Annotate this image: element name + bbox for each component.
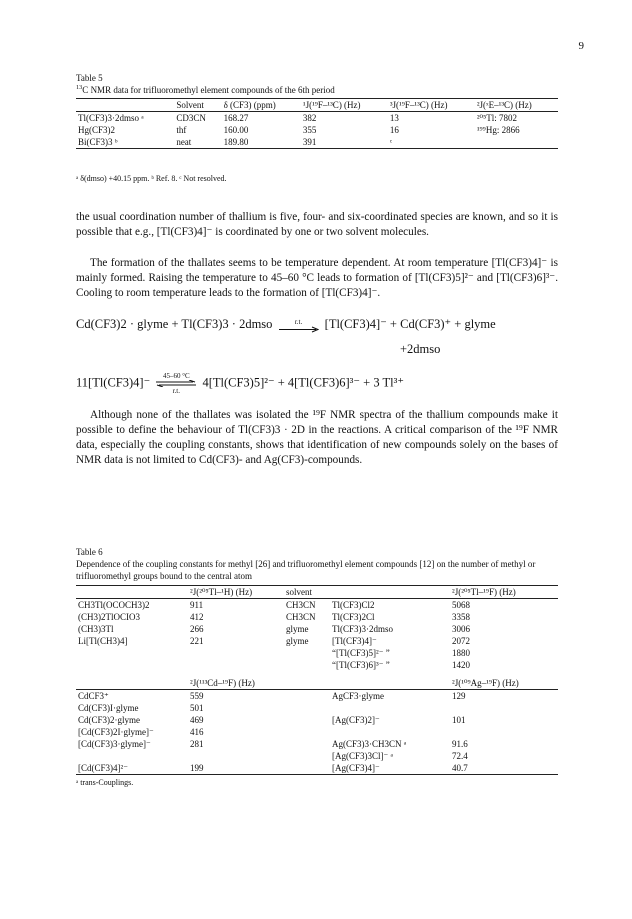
table6-cell-empty bbox=[284, 750, 330, 762]
table6-header-2 bbox=[76, 671, 558, 690]
table6-cell-b bbox=[188, 647, 284, 659]
table6-cell-b: 266 bbox=[190, 624, 204, 634]
table6-cell-e: 129 bbox=[450, 690, 558, 703]
table6-cell-empty bbox=[284, 690, 330, 703]
table6-cell-d: Tl(CF3)Cl2 bbox=[330, 599, 450, 612]
table6-caption-block bbox=[76, 546, 558, 582]
table6-cell-a: Li[Tl(CH3)4] bbox=[78, 636, 128, 646]
table6-footnote: ᵃ trans-Couplings. bbox=[76, 778, 134, 787]
table6-cell-b: 501 bbox=[190, 703, 204, 713]
table6-cell-e: 101 bbox=[452, 715, 466, 725]
table6-cell-a: (CH3)2TlOCIO3 bbox=[78, 612, 140, 622]
table6-cell-c: CH3CN bbox=[284, 599, 330, 612]
table6-cell-c: glyme bbox=[286, 624, 309, 634]
table6-cell-a bbox=[76, 659, 188, 671]
table6-cell-e: 1420 bbox=[452, 660, 470, 670]
table6-cell-c bbox=[284, 647, 330, 659]
table6-cell-b: 911 bbox=[188, 599, 284, 612]
table6-body-2 bbox=[76, 690, 558, 775]
table-row bbox=[76, 635, 558, 647]
table5-cell-j3: 16 bbox=[389, 125, 399, 135]
table6-cell-d: AgCF3·glyme bbox=[330, 690, 450, 703]
table-row bbox=[76, 623, 558, 635]
table6-cell-a: Cd(CF3)I·glyme bbox=[78, 703, 139, 713]
table6-cell-d: [Tl(CF3)4]⁻ bbox=[332, 636, 377, 646]
table5-cell-compound: Bi(CF3)3 ᵇ bbox=[76, 136, 174, 149]
table5-cell-j1: 391 bbox=[301, 136, 388, 149]
table6-cell-d: [Ag(CF3)2]⁻ bbox=[332, 715, 380, 725]
table6-cell-empty bbox=[284, 726, 330, 738]
table6-cell-a: Cd(CF3)2·glyme bbox=[78, 715, 140, 725]
table-row bbox=[76, 659, 558, 671]
table-row bbox=[76, 738, 558, 750]
table6-cell-b: 412 bbox=[190, 612, 204, 622]
table5-cell-j1: 382 bbox=[302, 113, 317, 123]
table5-cell-j1: 355 bbox=[302, 125, 317, 135]
table6-cell-d bbox=[330, 702, 450, 714]
table6-cell-c: CH3CN bbox=[286, 612, 316, 622]
table5-cell-jx: ¹⁹⁹Hg: 2866 bbox=[476, 125, 520, 135]
table6-caption: Dependence of the coupling constants for methyl [26] and trifluoromethyl element compounds [12] on the number of methyl or trifluoromethyl groups bound to the central atom bbox=[76, 559, 536, 581]
table-row bbox=[76, 611, 558, 623]
table6-cell-d: Tl(CF3)2Cl bbox=[332, 612, 375, 622]
equation-2-arrow-top: 45–60 °C bbox=[162, 372, 190, 380]
table6-cell-b: 221 bbox=[190, 636, 204, 646]
equation-2-right: 4[Tl(CF3)5]²⁻ + 4[Tl(CF3)6]³⁻ + 3 Tl³⁺ bbox=[202, 375, 404, 390]
table5-header-cell bbox=[76, 99, 174, 112]
table5-cell-delta: 189.80 bbox=[222, 136, 301, 149]
table6-cell-b bbox=[188, 750, 284, 762]
table-row bbox=[76, 702, 558, 714]
equation-1-left: Cd(CF3)2 · glyme + Tl(CF3)3 · 2dmso bbox=[76, 317, 273, 331]
equation-2 bbox=[76, 372, 404, 395]
table5-caption-block bbox=[76, 72, 335, 96]
table6-cell-a bbox=[76, 750, 188, 762]
table6-cell-e: 40.7 bbox=[450, 762, 558, 775]
table6-cell-d: [Ag(CF3)4]⁻ bbox=[330, 762, 450, 775]
table6-cell-e: 5068 bbox=[450, 599, 558, 612]
table6-cell-c: glyme bbox=[286, 636, 309, 646]
table6-cell-b: 281 bbox=[190, 739, 204, 749]
table5-cell-compound: Hg(CF3)2 bbox=[78, 125, 116, 135]
equation-2-left: 11[Tl(CF3)4]⁻ bbox=[76, 375, 151, 390]
paragraph-3: Although none of the thallates was isolated the ¹⁹F NMR spectra of the thallium compounds make it possible to define the behaviour of Tl(CF3)3 · 2D in the reactions. A critical comparison of the ¹⁹F NMR data, especially the coupling constants, shows that identification of new compounds solely on the bases of NMR data is not limited to Cd(CF3)- and Ag(CF3)-compounds. bbox=[76, 409, 558, 466]
table5-label: Table 5 bbox=[76, 73, 103, 83]
table5-footnote: ᵃ δ(dmso) +40.15 ppm. ᵇ Ref. 8. ᶜ Not resolved. bbox=[76, 174, 227, 183]
table5-cell-compound: Tl(CF3)3·2dmso ᵃ bbox=[78, 113, 144, 123]
table-row bbox=[76, 647, 558, 659]
table-row bbox=[76, 726, 558, 738]
equation-1-arrow-label: r.t. bbox=[294, 317, 303, 326]
table6-cell-e bbox=[450, 702, 558, 714]
equation-1 bbox=[76, 316, 496, 333]
table5-header-cell: δ (CF3) (ppm) bbox=[222, 99, 301, 112]
table6-cell-d: “[Tl(CF3)5]²⁻ ” bbox=[332, 648, 390, 658]
table6-cell-b bbox=[188, 659, 284, 671]
table5-cell-solvent: CD3CN bbox=[176, 113, 206, 123]
table6-cell-a: [Cd(CF3)2I·glyme]⁻ bbox=[78, 727, 154, 737]
paragraph-2: The formation of the thallates seems to be temperature dependent. At room temperature [Tl(CF3)4]⁻ is mainly formed. Raising the temperature to 45–60 °C leads to formation of [Tl(CF3)5]²⁻ and [Tl(CF3)6]³⁻. Cooling to room temperature leads to the formation of [Tl(CF3)4]⁻. bbox=[76, 257, 558, 299]
table5-cell-delta: 168.27 bbox=[223, 113, 249, 123]
table6-cell-e: 91.6 bbox=[452, 739, 468, 749]
table6-cell-a: CdCF3⁺ bbox=[76, 690, 188, 703]
table6-cell-empty bbox=[284, 714, 330, 726]
table6-cell-b: 416 bbox=[190, 727, 204, 737]
table6-cell-a bbox=[76, 647, 188, 659]
table5-header-cell: Solvent bbox=[174, 99, 221, 112]
table6-cell-a: [Cd(CF3)3·glyme]⁻ bbox=[78, 739, 151, 749]
table6-label: Table 6 bbox=[76, 547, 103, 557]
table6-cell-d bbox=[330, 726, 450, 738]
equation-1-arrow bbox=[279, 318, 319, 333]
table-row bbox=[76, 762, 558, 775]
table6-cell-e: 3006 bbox=[452, 624, 470, 634]
table5-cell-j3: 13 bbox=[389, 113, 399, 123]
table6-cell-c bbox=[284, 659, 330, 671]
equation-2-arrow-bottom: r.t. bbox=[172, 387, 180, 395]
table6-cell-b: 199 bbox=[188, 762, 284, 775]
table6-header-solvent: solvent bbox=[286, 587, 312, 597]
table6-body-1 bbox=[76, 599, 558, 672]
table-row bbox=[76, 714, 558, 726]
right-arrow-icon bbox=[279, 326, 319, 333]
table6-cell-d: “[Tl(CF3)6]³⁻ ” bbox=[332, 660, 390, 670]
table6-cell-a: (CH3)3Tl bbox=[78, 624, 114, 634]
table-row bbox=[76, 136, 558, 149]
table5-cell-jx bbox=[475, 136, 558, 149]
table6-cell-e: 72.4 bbox=[452, 751, 468, 761]
table6-cell-d: Ag(CF3)3·CH3CN ᵃ bbox=[332, 739, 407, 749]
table6-header-tl-f: ²J(²⁰⁵Tl–¹⁹F) (Hz) bbox=[452, 587, 516, 597]
table6-cell-e bbox=[450, 726, 558, 738]
table6-cell-d: [Ag(CF3)3Cl]⁻ ᵃ bbox=[332, 751, 393, 761]
equation-2-arrow bbox=[156, 372, 196, 395]
table-row bbox=[76, 124, 558, 136]
table5-cell-solvent: thf bbox=[176, 125, 187, 135]
table6-header-cd-f: ²J(¹¹³Cd–¹⁹F) (Hz) bbox=[190, 678, 255, 688]
table5-header-row bbox=[76, 99, 558, 112]
table5-caption: $^{13}$C NMR data for trifluoromethyl element compounds of the 6th period bbox=[76, 84, 335, 95]
table5-header-cell: ³J(¹⁹F–¹³C) (Hz) bbox=[388, 99, 475, 112]
equation-1-continuation: +2dmso bbox=[400, 342, 441, 356]
table6-cell-e: 1880 bbox=[452, 648, 470, 658]
equation-1-right: [Tl(CF3)4]⁻ + Cd(CF3)⁺ + glyme bbox=[324, 317, 496, 331]
table6-cell-e: 2072 bbox=[452, 636, 470, 646]
table6-cell-a: [Cd(CF3)4]²⁻ bbox=[76, 762, 188, 775]
page-number: 9 bbox=[578, 40, 584, 52]
table-row bbox=[76, 112, 558, 125]
table6-header-tl-h: ²J(²⁰⁵Tl–¹H) (Hz) bbox=[190, 587, 253, 597]
equilibrium-arrow-icon bbox=[156, 380, 196, 387]
table6-cell-a: CH3Tl(OCOCH3)2 bbox=[76, 599, 188, 612]
table6-cell-b: 559 bbox=[188, 690, 284, 703]
table5-cell-jx: ²⁰⁵Tl: 7802 bbox=[476, 113, 518, 123]
paragraph-1: the usual coordination number of thallium is five, four- and six-coordinated species are known, and so it is possible that e.g., [Tl(CF3)4]⁻ is coordinated by one or two solvent molecules. bbox=[76, 211, 558, 238]
table6-cell-d: Tl(CF3)3·2dmso bbox=[332, 624, 394, 634]
table5-cell-solvent: neat bbox=[174, 136, 221, 149]
table6-cell-empty bbox=[284, 702, 330, 714]
table5-body bbox=[76, 112, 558, 149]
table-row bbox=[76, 599, 558, 612]
table6-header-ag-f: ²J(¹⁰⁹Ag–¹⁹F) (Hz) bbox=[452, 678, 519, 688]
table6-cell-empty bbox=[284, 762, 330, 775]
table5 bbox=[76, 98, 558, 149]
table-row bbox=[76, 750, 558, 762]
table6 bbox=[76, 585, 558, 775]
table5-header-cell: ¹J(¹⁹F–¹³C) (Hz) bbox=[301, 99, 388, 112]
table5-header-cell: ²J(ˣE–¹³C) (Hz) bbox=[475, 99, 558, 112]
table6-cell-b: 469 bbox=[190, 715, 204, 725]
table6-cell-empty bbox=[284, 738, 330, 750]
table6-header-1 bbox=[76, 586, 558, 599]
table-row bbox=[76, 690, 558, 703]
table5-cell-delta: 160.00 bbox=[223, 125, 249, 135]
table6-cell-e: 3358 bbox=[452, 612, 470, 622]
table5-cell-j3: ᶜ bbox=[388, 136, 475, 149]
